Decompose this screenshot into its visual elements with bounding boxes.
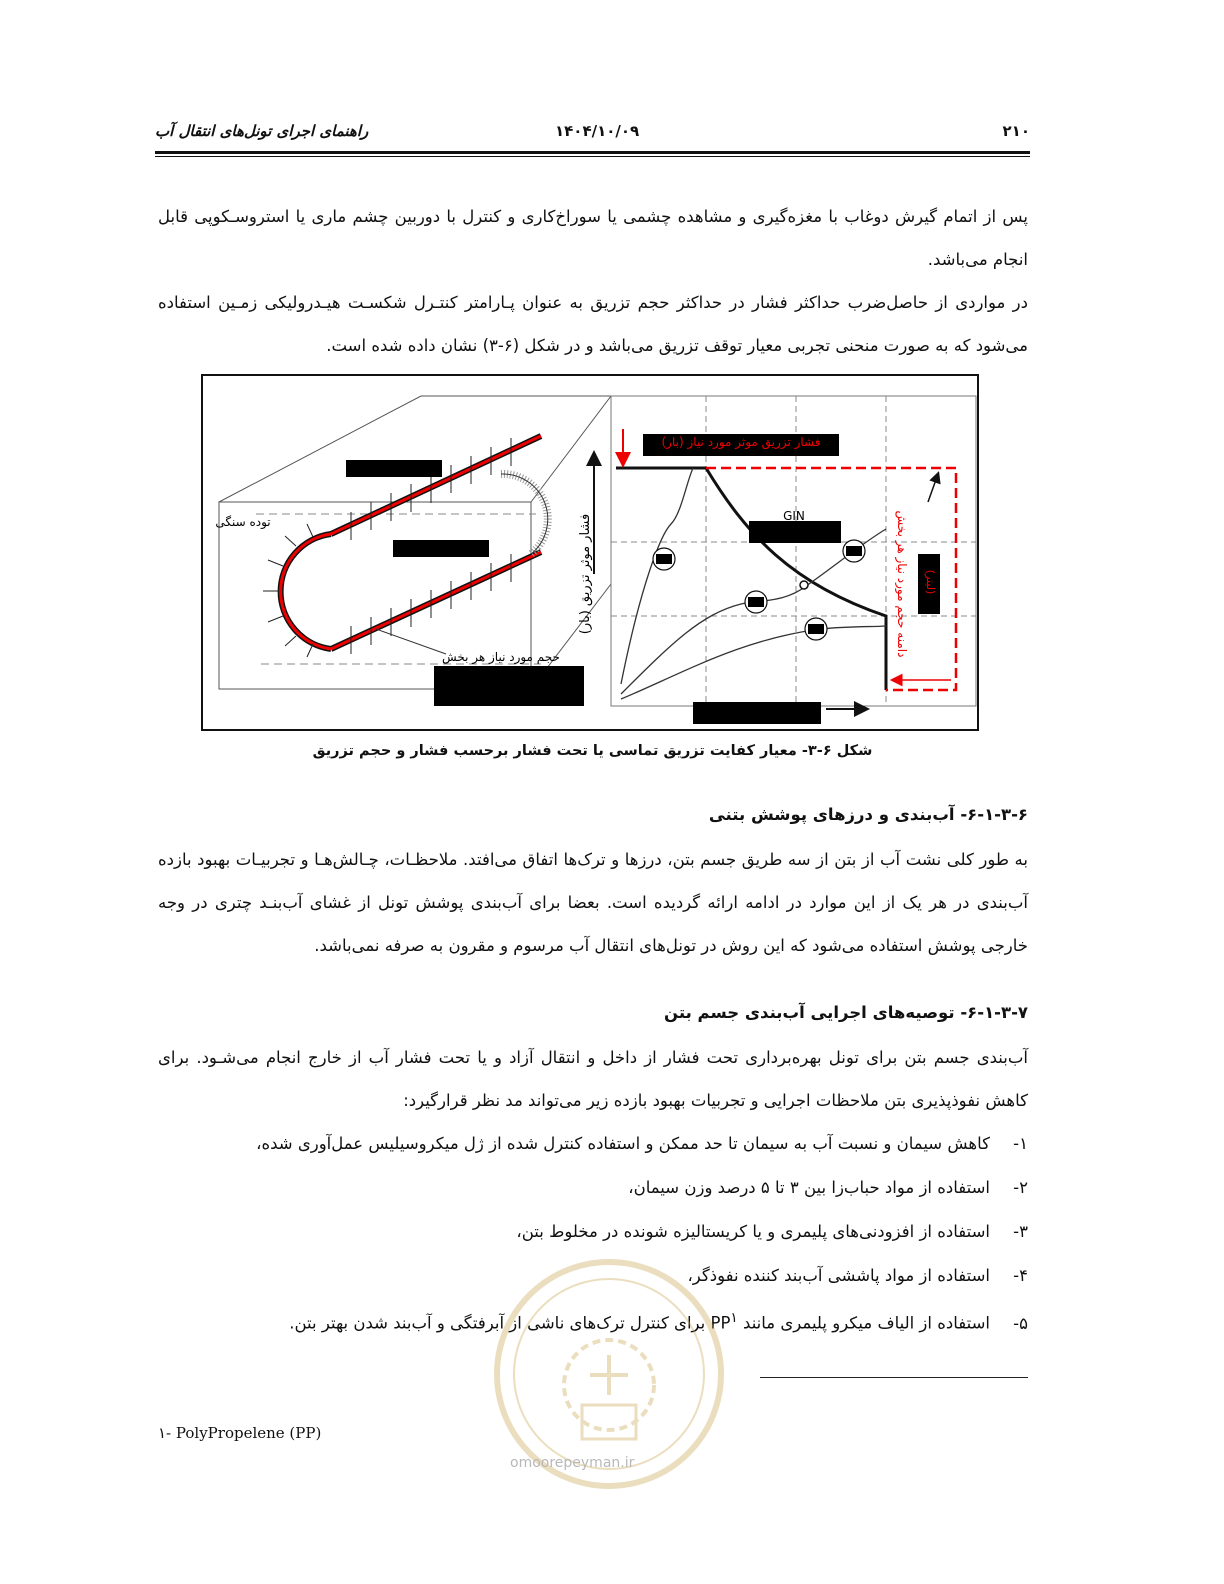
page-number: ۲۱۰ xyxy=(1002,122,1030,140)
redaction-box-1 xyxy=(346,460,442,477)
paragraph-3: به طور کلی نشت آب از بتن از سه طریق جسم بتن، درزها و ترک‌ها اتفاق می‌افتد. ملاحظـات، چـالش‌هـا و تجربیـات بهبود بازده آب‌بندی در هر یک از این موارد در ادامه ارائه گردیده است. بعضا برای آب‌بندی پوشش تونل از غشای آب‌بنـد چتری در وجه خارجی پوشش استفاده می‌شود که این روش در تونل‌های انتقال آب مرسوم و مقرون به صرفه نمی‌باشد. xyxy=(158,850,1028,955)
footnote-rule xyxy=(760,1377,1028,1378)
figure-grouting-criterion xyxy=(201,374,979,731)
label-gin: GIN xyxy=(783,509,805,523)
watermark-site: omoorepeyman.ir xyxy=(510,1455,635,1471)
redaction-gin-label xyxy=(749,521,841,543)
list-item: ۵-استفاده از الیاف میکرو پلیمری مانند $PP^۱$ برای کنترل ترک‌های ناشی از آبرفتگی و آب‌بند شدن بهتر بتن. xyxy=(289,1310,1028,1333)
paragraph-2: در مواردی از حاصل‌ضرب حداکثر فشار در حداکثر حجم تزریق به عنوان پـارامتر کنتـرل شکسـت هیـدرولیکی زمـین استفاده می‌شود که به صورت منحنی تجربی معیار توقف تزریق می‌باشد و در شکل (۶-۳) نشان داده شده است. xyxy=(158,293,1028,355)
label-volume-range-unit: (لیتر) xyxy=(924,569,937,595)
header-rule-thick xyxy=(155,151,1030,154)
section-heading-sealing-joints: ۶-۱-۳-۶- آب‌بندی و درزهای پوشش بتنی xyxy=(708,805,1028,824)
paragraph-1: پس از اتمام گیرش دوغاب با مغزه‌گیری و مشاهده چشمی یا سوراخ‌کاری و کنترل با دوربین چشم ماری یا استروسـکوپی قابل انجام می‌باشد. xyxy=(158,207,1028,269)
redaction-xlabel xyxy=(693,702,821,724)
label-rock-mass: توده سنگی xyxy=(215,515,271,529)
footnote: ۱- PolyPropelene (PP) xyxy=(158,1424,322,1442)
header-rule-thin xyxy=(155,156,1030,157)
label-volume-range: دامنه حجم مورد نیاز هر بخش xyxy=(895,510,909,658)
list-item: ۲-استفاده از مواد حباب‌زا بین ۳ تا ۵ درصد وزن سیمان، xyxy=(628,1178,1028,1197)
chart-ylabel: فشار موثر تزریق (بار) xyxy=(578,513,593,635)
gin-chart xyxy=(578,396,976,724)
label-volume-per-section: حجم مورد نیاز هر بخش xyxy=(442,650,560,664)
list-item: ۴-استفاده از مواد پاششی آب‌بند کننده نفوذگر، xyxy=(687,1266,1028,1285)
header-title: راهنمای اجرای تونل‌های انتقال آب xyxy=(155,122,369,140)
section-heading-concrete-sealing: ۶-۱-۳-۷- توصیه‌های اجرایی آب‌بندی جسم بتن xyxy=(664,1003,1028,1022)
list-item: ۱-کاهش سیمان و نسبت آب به سیمان تا حد ممکن و استفاده کنترل شده از ژل میکروسیلیس عمل‌آوری شده، xyxy=(256,1134,1028,1153)
redaction-box-2 xyxy=(393,540,489,557)
redaction-box-3 xyxy=(434,666,584,706)
list-item: ۳-استفاده از افزودنی‌های پلیمری و یا کریستالیزه شونده در مخلوط بتن، xyxy=(516,1222,1028,1241)
page-header xyxy=(155,122,1030,144)
header-date: ۱۴۰۴/۱۰/۰۹ xyxy=(555,122,640,140)
paragraph-4: آب‌بندی جسم بتن برای تونل بهره‌برداری تحت فشار از داخل و انتقال آزاد و یا تحت فشار آب از خارج انجام می‌شـود. برای کاهش نفوذپذیری بتن ملاحظات اجرایی و تجربیات بهبود بازده زیر می‌تواند مد نظر قرارگیرد: xyxy=(158,1048,1028,1110)
label-required-pressure: فشار تزریق موثر مورد نیاز (بار) xyxy=(661,435,821,449)
footnote-ref: ۱ xyxy=(730,1310,738,1326)
figure-caption: شکل ۶-۳- معیار کفایت تزریق تماسی یا تحت فشار برحسب فشار و حجم تزریق xyxy=(312,743,873,759)
